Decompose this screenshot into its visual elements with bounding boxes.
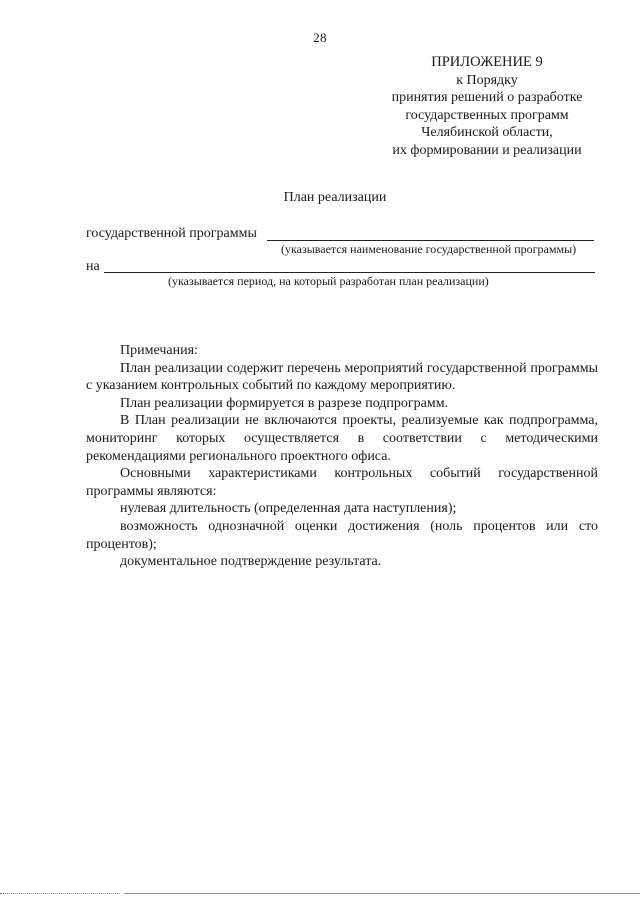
period-field-hint: (указывается период, на который разработан план реализации) xyxy=(168,274,489,288)
appendix-title: ПРИЛОЖЕНИЕ 9 xyxy=(431,54,543,70)
appendix-line: принятия решений о разработке xyxy=(391,90,583,106)
period-fill-line xyxy=(104,272,595,273)
plan-title: План реализации xyxy=(283,190,387,205)
notes-paragraph: План реализации формируется в разрезе подпрограмм. xyxy=(120,395,449,411)
appendix-line: государственных программ xyxy=(405,107,569,123)
program-field-label: государственной программы xyxy=(86,226,257,241)
notes-paragraph: документальное подтверждение результата. xyxy=(120,554,382,570)
footer-dotted-rule xyxy=(0,893,120,894)
appendix-header xyxy=(372,54,602,160)
notes-paragraph: Основными характеристиками контрольных событий государственной программы являются: xyxy=(86,466,598,499)
page-number: 28 xyxy=(313,30,327,45)
notes-section xyxy=(86,342,598,571)
footer-solid-rule xyxy=(124,893,640,894)
program-field-hint: (указывается наименование государственной программы) xyxy=(281,242,577,256)
program-fill-line xyxy=(267,240,594,241)
notes-paragraph: нулевая длительность (определенная дата наступления); xyxy=(120,501,457,517)
notes-heading: Примечания: xyxy=(120,343,198,358)
appendix-line: Челябинской области, xyxy=(421,125,553,141)
appendix-line: их формировании и реализации xyxy=(392,142,582,158)
notes-paragraph: возможность однозначной оценки достижения (ноль процентов или сто процентов); xyxy=(86,518,598,552)
period-field-label: на xyxy=(86,259,100,274)
notes-paragraph: В План реализации не включаются проекты, реализуемые как подпрограмма, мониторинг которых осуществляется в соответствии с методическими рекомендациями регионального проектного офиса. xyxy=(86,413,598,464)
notes-paragraph: План реализации содержит перечень мероприятий государственной программы с указанием контрольных событий по каждому мероприятию. xyxy=(86,360,598,394)
appendix-line: к Порядку xyxy=(456,72,518,88)
